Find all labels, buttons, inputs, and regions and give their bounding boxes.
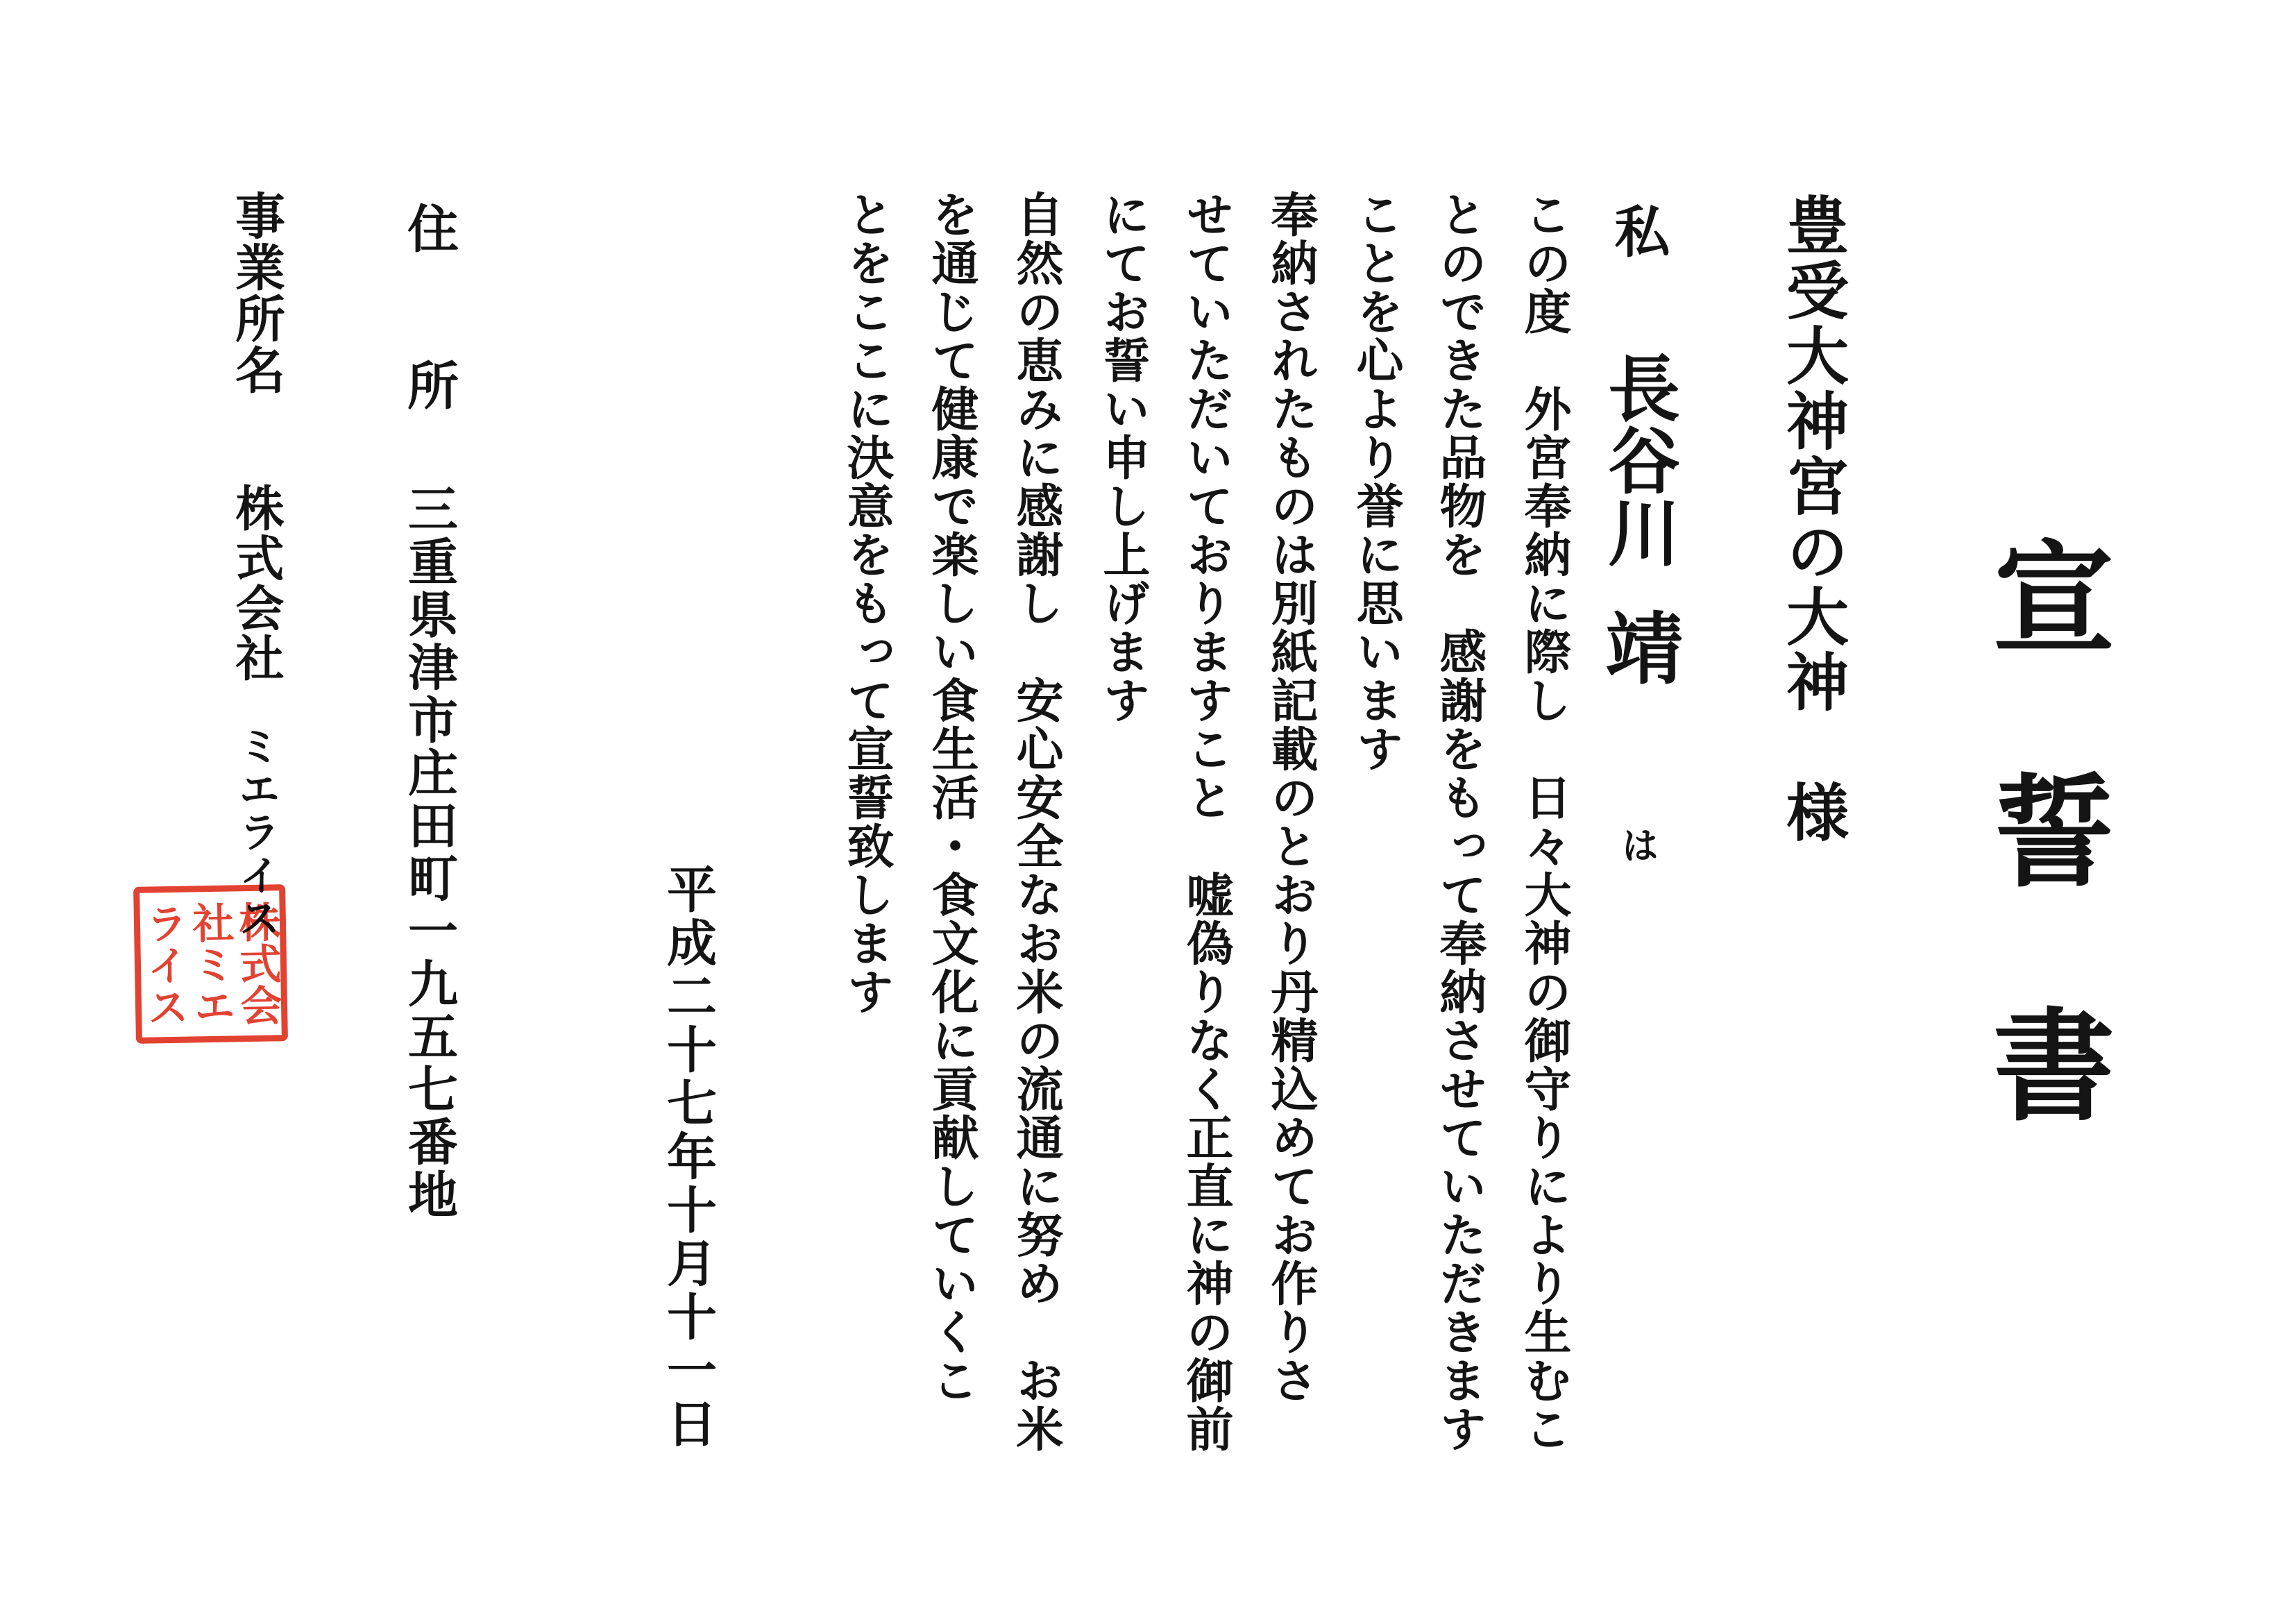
oath-body-line: とをここに決意をもって宣誓致します	[839, 190, 895, 1016]
company-seal	[133, 884, 288, 1044]
oath-body-line: この度 外宮奉納に際し 日々大神の御守りにより生むこ	[1516, 190, 1572, 1453]
declarant-prefix: 私	[1605, 203, 1670, 258]
declarant-surname: 長谷川	[1595, 351, 1681, 568]
company-type: 株式会社	[228, 483, 285, 683]
seal-text-column: 株式会	[231, 900, 283, 1026]
declarant-particle: は	[1616, 826, 1660, 863]
oath-body-line: にてお誓い申し上げます	[1095, 190, 1151, 725]
address-label: 住 所	[399, 202, 459, 437]
oath-body-line: ことを心より誉に思います	[1348, 190, 1404, 773]
oath-title: 宣誓書	[1973, 534, 2115, 1236]
oath-body-line: を通じて健康で楽しい食生活・食文化に貢献していくこ	[924, 190, 979, 1405]
date-line: 平成二十七年十月十一日	[659, 863, 718, 1451]
seal-text-column: 社ミエ	[185, 901, 237, 1027]
company-label: 事業所名	[227, 190, 286, 396]
oath-body-line: 自然の恵みに感謝し 安心安全なお米の流通に努め お米	[1008, 190, 1064, 1453]
seal-text-column: ライス	[138, 902, 190, 1028]
address-value: 三重県津市庄田町一九五七番地	[400, 483, 459, 1221]
recipient-line: 豊受大神宮の大神 様	[1775, 193, 1849, 845]
oath-body-line: せていただいておりますこと 嘘偽りなく正直に神の御前	[1178, 190, 1234, 1453]
oath-body-line: 奉納されたものは別紙記載のとおり丹精込めてお作りさ	[1263, 190, 1319, 1405]
company-name: ミエライス	[232, 725, 280, 940]
oath-body-line: とのできた品物を 感謝をもって奉納させていただきます	[1432, 190, 1487, 1453]
declarant-given-name: 靖	[1593, 608, 1684, 686]
